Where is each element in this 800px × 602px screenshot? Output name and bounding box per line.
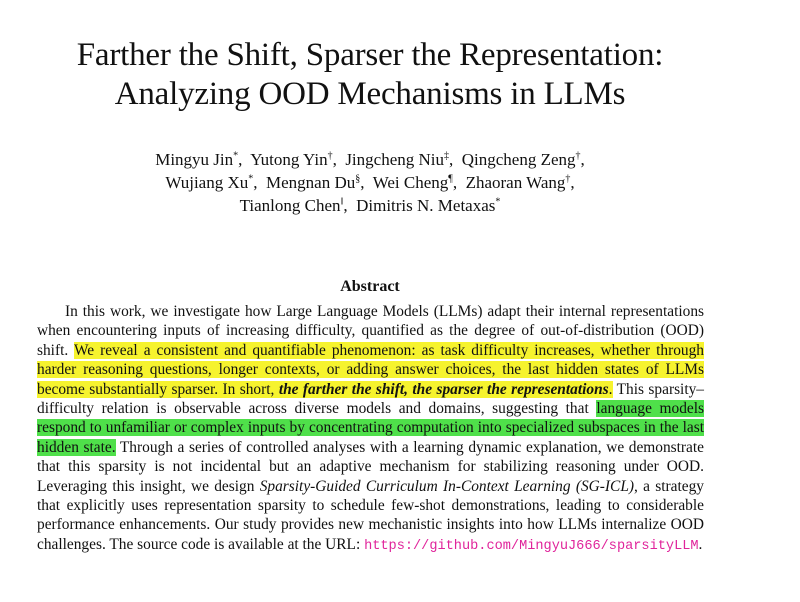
affiliation-mark: § (355, 173, 361, 185)
author-line-2: Wujiang Xu*, Mengnan Du§, Wei Cheng¶, Zhaoran Wang†, (165, 173, 575, 192)
highlight-yellow-end: . (608, 380, 613, 398)
abstract-paragraph (37, 302, 704, 556)
author-name: Zhaoran Wang (465, 173, 566, 192)
author-name: Jingcheng Niu (345, 150, 444, 169)
affiliation-mark: † (565, 173, 571, 185)
affiliation-mark: † (327, 150, 333, 162)
green-highlight: language models respond to unfamiliar or complex inputs by concentrating computation into specialized subspaces in the last hidden state. (37, 400, 704, 456)
author-name: Tianlong Chen (239, 196, 341, 215)
author-name: Mingyu Jin (155, 150, 234, 169)
abstract-text-relation: This sparsity–difficulty relation is observable across diverse models and domains, suggesting that (37, 380, 704, 418)
source-code-link[interactable]: https://github.com/MingyuJ666/sparsityLLM (364, 538, 699, 554)
affiliation-mark: ¶ (448, 173, 453, 185)
author-name: Yutong Yin (250, 150, 328, 169)
paper-title (0, 36, 740, 114)
affiliation-mark: * (233, 150, 239, 162)
abstract-body (37, 302, 704, 556)
affiliation-mark: † (575, 150, 581, 162)
method-name: Sparsity-Guided Curriculum In-Context Learning (SG-ICL) (259, 477, 634, 495)
author-name: Wujiang Xu (165, 173, 249, 192)
author-name: Qingcheng Zeng (461, 150, 576, 169)
yellow-highlight (37, 342, 704, 398)
author-line-1: Mingyu Jin*, Yutong Yin†, Jingcheng Niu‡, Qingcheng Zeng†, (155, 150, 585, 169)
title-line-2: Analyzing OOD Mechanisms in LLMs (114, 76, 626, 112)
abstract-text-end: . (698, 535, 703, 553)
abstract-text-conclusion: , a strategy that explicitly uses representation sparsity to schedule few-shot demonstrations, leading to considerable performance enhancements. Our study provides new mechanistic insights into how LLMs internalize OOD challenges. The source code is available at the URL: (37, 477, 704, 553)
affiliation-mark: ‖ (340, 196, 344, 208)
author-list (0, 148, 740, 217)
title-line-1: Farther the Shift, Sparser the Representation: (76, 37, 664, 73)
affiliation-mark: * (248, 173, 254, 185)
abstract-text-analysis: Through a series of controlled analyses with a learning dynamic explanation, we demonstrate that this sparsity is not incidental but an adaptive mechanism for stabilizing reasoning under OOD. Leveraging this insight, we design (37, 438, 704, 495)
abstract-text-intro: In this work, we investigate how Large Language Models (LLMs) adapt their internal representations when encountering inputs of increasing difficulty, quantified as the degree of out-of-distribution (OOD) shift. (37, 303, 704, 359)
author-name: Dimitris N. Metaxas (356, 196, 496, 215)
author-name: Wei Cheng (372, 173, 449, 192)
affiliation-mark: ‡ (444, 150, 449, 162)
author-line-3: Tianlong Chen‖, Dimitris N. Metaxas* (239, 196, 501, 215)
affiliation-mark: * (495, 196, 501, 208)
key-finding-emphasis: the farther the shift, the sparser the representations (278, 380, 609, 398)
highlight-yellow-text: We reveal a consistent and quantifiable phenomenon: as task difficulty increases, whether through harder reasoning questions, longer contexts, or adding answer choices, the last hidden states of LLMs become substantially sparser. In short, (37, 341, 705, 398)
author-name: Mengnan Du (266, 173, 356, 192)
abstract-heading: Abstract (340, 278, 400, 295)
